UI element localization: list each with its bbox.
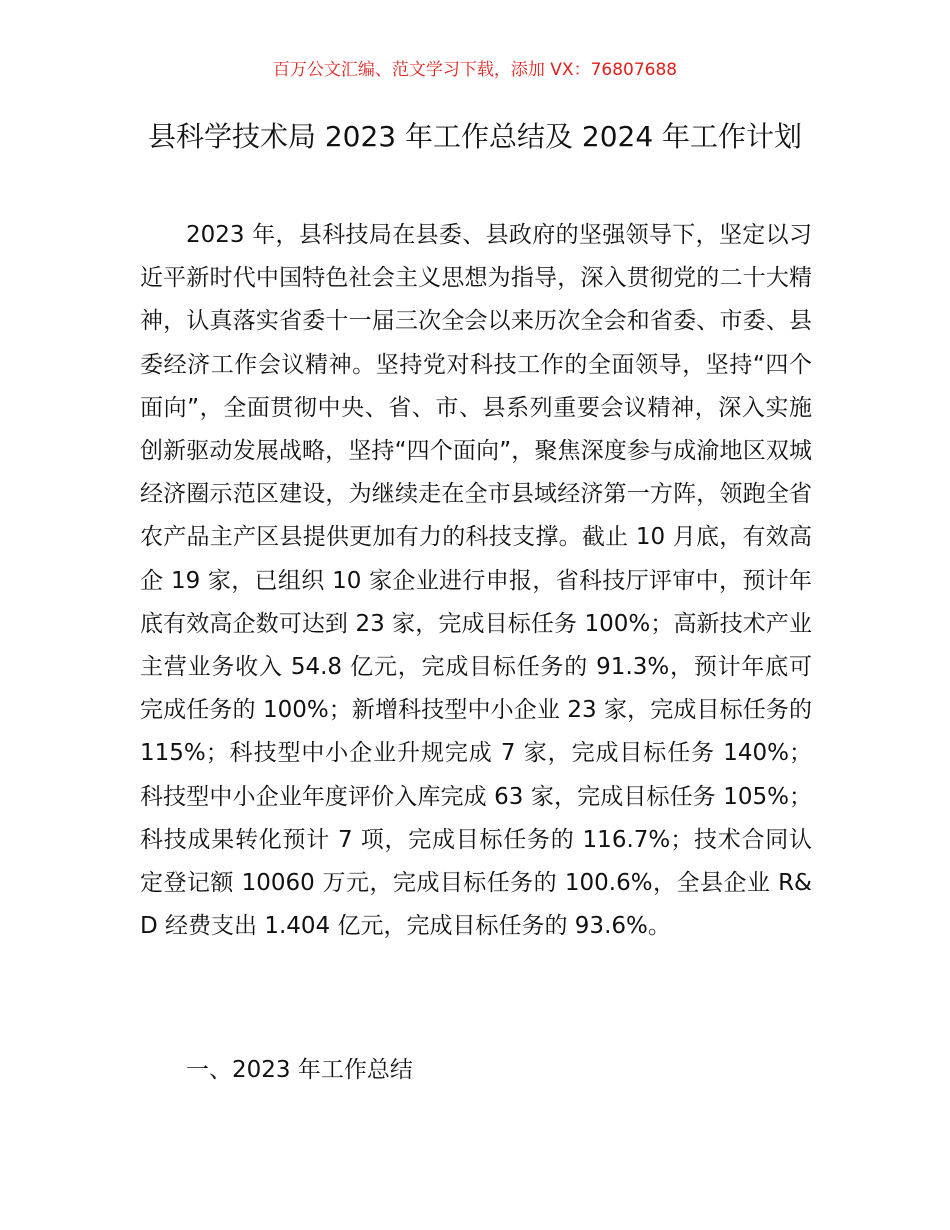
section-heading: 一、2023 年工作总结: [186, 1057, 413, 1083]
header-banner: 百万公文汇编、范文学习下载，添加 VX：76807688: [272, 60, 678, 80]
intro-paragraph: 2023 年，县科技局在县委、县政府的坚强领导下，坚定以习近平新时代中国特色社会主义思想为指导，深入贯彻党的二十大精神，认真落实省委十一届三次全会以来历次全会和省委、市委、县委经济工作会议精神。坚持党对科技工作的全面领导，坚持“四个面向”，全面贯彻中央、省、市、县系列重要会议精神，深入实施创新驱动发展战略，坚持“四个面向”，聚焦深度参与成渝地区双城经济圈示范区建设，为继续走在全市县域经济第一方阵，领跑全省农产品主产区县提供更加有力的科技支撑。截止 10 月底，有效高企 19 家，已组织 10 家企业进行申报，省科技厅评审中，预计年底有效高企数可达到 23 家，完成目标任务 100%；高新技术产业主营业务收入 54.8 亿元，完成目标任务的 91.3%，预计年底可完成任务的 100%；新增科技型中小企业 23 家，完成目标任务的 115%；科技型中小企业升规完成 7 家，完成目标任务 140%；科技型中小企业年度评价入库完成 63 家，完成目标任务 105%；科技成果转化预计 7 项，完成目标任务的 116.7%；技术合同认定登记额 10060 万元，完成目标任务的 100.6%，全县企业 R&D 经费支出 1.404 亿元，完成目标任务的 93.6%。: [140, 222, 812, 940]
document-title: 县科学技术局 2023 年工作总结及 2024 年工作计划: [147, 120, 803, 153]
